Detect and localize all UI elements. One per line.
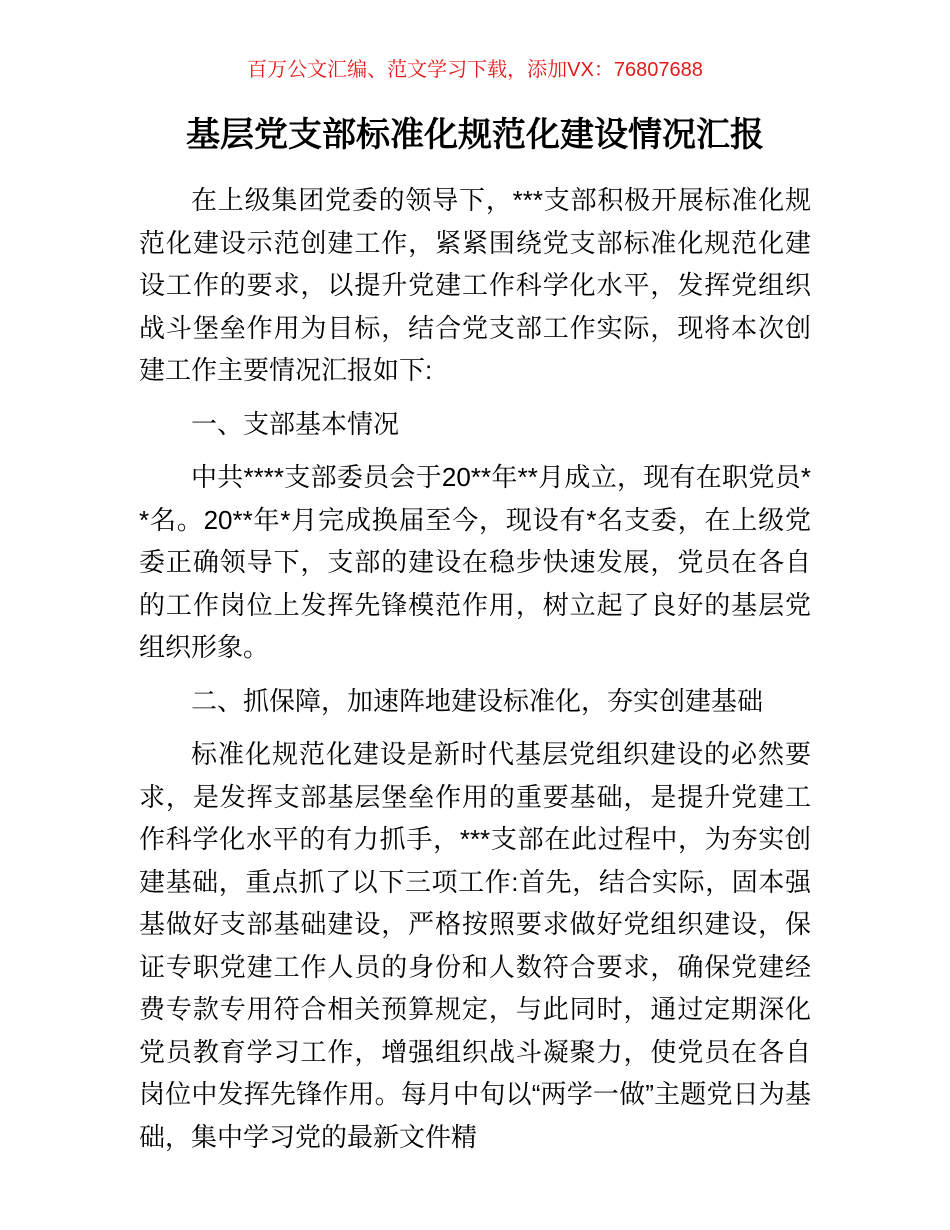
section-1-paragraph: 中共****支部委员会于20**年**月成立，现有在职党员**名。20**年*月完成换届至今，现设有*名支委，在上级党委正确领导下，支部的建设在稳步快速发展，党员在各自的工作岗位上发挥先锋模范作用，树立起了良好的基层党组织形象。 [139,462,811,662]
intro-paragraph: 在上级集团党委的领导下，***支部积极开展标准化规范化建设示范创建工作，紧紧围绕党支部标准化规范化建设工作的要求，以提升党建工作科学化水平，发挥党组织战斗堡垒作用为目标，结合党支部工作实际，现将本次创建工作主要情况汇报如下: [139,185,811,385]
section-1-heading: 一、支部基本情况 [191,408,400,439]
section-2-paragraph: 标准化规范化建设是新时代基层党组织建设的必然要求，是发挥支部基层堡垒作用的重要基础，是提升党建工作科学化水平的有力抓手，***支部在此过程中，为夯实创建基础，重点抓了以下三项工作:首先，结合实际，固本强基做好支部基础建设，严格按照要求做好党组织建设，保证专职党建工作人员的身份和人数符合要求，确保党建经费专款专用符合相关预算规定，与此同时，通过定期深化党员教育学习工作，增强组织战斗凝聚力，使党员在各自岗位中发挥先锋作用。每月中旬以“两学一做”主题党日为基础，集中学习党的最新文件精 [139,739,811,1152]
piracy-notice: 百万公文汇编、范文学习下载，添加VX：76807688 [247,59,703,81]
document-title: 基层党支部标准化规范化建设情况汇报 [186,116,764,154]
section-2-heading: 二、抓保障，加速阵地建设标准化，夯实创建基础 [191,685,764,716]
